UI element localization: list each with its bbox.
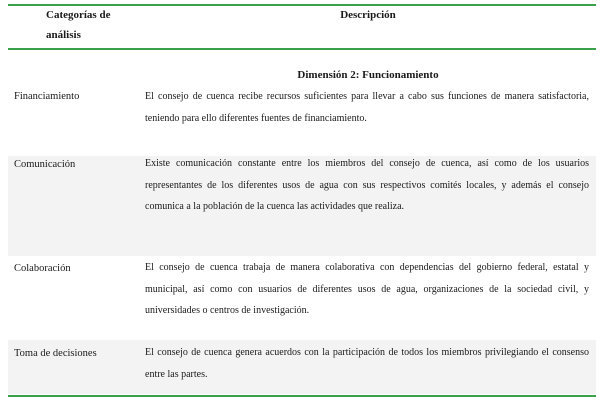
row-category: Toma de decisiones — [14, 348, 97, 359]
row-description: El consejo de cuenca trabaja de manera colaborativa con dependencias del gobierno federal, estatal y municipal, así como con usuarios de diferentes usos de agua, organizaciones de la sociedad civil, y universidades o centros de investigación. — [145, 262, 589, 316]
column-header-categories: Categorías de análisis — [46, 9, 111, 41]
row-description: El consejo de cuenca recibe recursos suficientes para llevar a cabo sus funciones de manera satisfactoria, teniendo para ello diferentes fuentes de financiamiento. — [145, 91, 589, 124]
column-header-description: Descripción — [340, 9, 396, 21]
header-rule — [8, 48, 596, 50]
row-description: Existe comunicación constante entre los miembros del consejo de cuenca, así como de los usuarios representantes de los diferentes usos de agua con sus respectivos comités locales, y además el consejo comunica a la población de la cuenca las actividades que realiza. — [145, 158, 589, 212]
bottom-rule — [8, 395, 596, 397]
section-title: Dimensión 2: Funcionamiento — [297, 69, 439, 81]
row-category: Colaboración — [14, 263, 71, 274]
row-category: Financiamiento — [14, 91, 80, 102]
row-description: El consejo de cuenca genera acuerdos con la participación de todos los miembros privilegiando el consenso entre las partes. — [145, 347, 589, 380]
row-category: Comunicación — [14, 159, 76, 170]
